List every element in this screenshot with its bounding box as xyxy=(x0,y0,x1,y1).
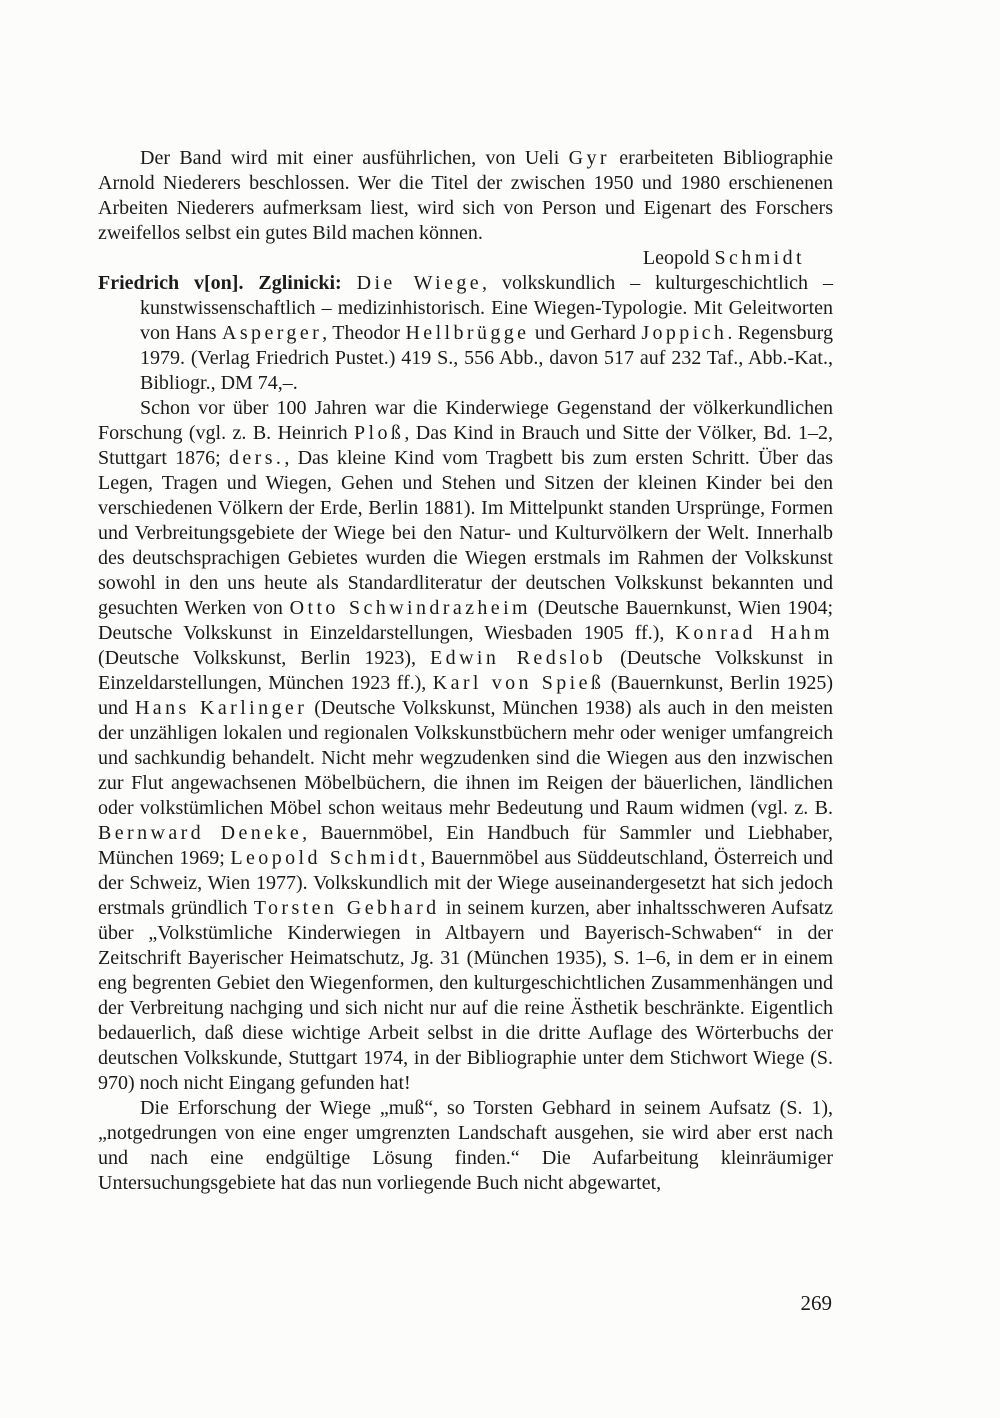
letterspaced-text: ders. xyxy=(228,447,285,469)
body-text: (Bauernkunst, Berlin 1925) und xyxy=(98,672,834,719)
text-column xyxy=(98,146,833,1196)
letterspaced-text: Hans Karlinger xyxy=(134,697,308,719)
letterspaced-text: Asperger xyxy=(222,322,323,344)
body-text: und Gerhard xyxy=(529,322,642,344)
body-text: erarbeiteten Bibliographie Arnold Niederers beschlossen. Wer die Titel der zwischen 1950 und 1980 erschienenen Arbeiten Niederers aufmerksam liest, wird sich von Person und Eigenart des Forschers zweifellos selbst ein gutes Bild machen können. xyxy=(98,147,834,244)
body-text: Der Band wird mit einer ausführlichen, von Ueli xyxy=(140,147,569,169)
body-text: (Deutsche Volkskunst, München 1938) als auch in den meisten der unzähligen lokalen und regionalen Volkskunstbüchern mehr oder weniger umfangreich und sachkundig behandelt. Nicht mehr wegzudenken sind die Wiegen aus den inzwischen zur Flut angewachsenen Möbelbüchern, die ihnen im Reigen der bäuerlichen, ländlichen oder volkstümlichen Möbel schon weitaus mehr Bedeutung und Raum widmen (vgl. z. B. xyxy=(98,697,833,819)
body-text: in seinem kurzen, aber inhaltsschweren Aufsatz über „Volkstümliche Kinderwiegen in Altbayern und Bayerisch-Schwaben“ in der Zeitschrift Bayerischer Heimatschutz, Jg. 31 (München 1935), S. 1–6, in dem er in einem eng begrenten Gebiet den Wiegenformen, den kulturgeschichtlichen Zusammenhängen und der Verbreitung nachging und sich nicht nur auf die reine Ästhetik beschränkte. Eigentlich bedauerlich, daß diese wichtige Arbeit selbst in die dritte Auflage des Wörterbuchs der deutschen Volkskunde, Stuttgart 1974, in der Bibliographie unter dem Stichwort Wiege (S. 970) noch nicht Eingang gefunden hat! xyxy=(98,897,833,1094)
body-text: Leopold xyxy=(642,247,715,269)
letterspaced-text: Hellbrügge xyxy=(405,322,530,344)
body-text: , Das Kind in Brauch und Sitte der Völker, Bd. 1–2, Stuttgart 1876; xyxy=(98,422,833,469)
body-text: , Bauernmöbel aus Süddeutschland, Österreich und der Schweiz, Wien 1977). Volkskundlich mit der Wiege auseinandergesetzt hat sich jedoch erstmals gründlich xyxy=(98,847,833,919)
letterspaced-text: Karl von Spieß xyxy=(432,672,605,694)
letterspaced-text: Schmidt xyxy=(714,247,805,269)
body-text: (Deutsche Bauernkunst, Wien 1904; Deutsche Volkskunst in Einzeldarstellungen, Wiesbaden 1905 ff.), xyxy=(98,597,833,644)
review-paragraph-2 xyxy=(98,1096,833,1196)
reviewer-signature xyxy=(98,246,833,271)
bold-text: Friedrich v[on]. Zglinicki: xyxy=(98,272,357,294)
body-text: , Das kleine Kind vom Tragbett bis zum ersten Schritt. Über das Legen, Tragen und Wiegen, Gehen und Stehen und Sitzen der kleinen Kinder bei den verschiedenen Völkern der Erde, Berlin 1881). Im Mittelpunkt standen Ursprünge, Formen und Verbreitungsgebiete der Wiege bei den Natur- und Kulturvölkern der Welt. Innerhalb des deutschsprachigen Gebietes wurden die Wiegen erstmals im Rahmen der Volkskunst sowohl in den uns heute als Standardliteratur der deutschen Volkskunst bekannten und gesuchten Werken von xyxy=(98,447,833,619)
letterspaced-text: Torsten Gebhard xyxy=(253,897,440,919)
letterspaced-text: Joppich xyxy=(641,322,728,344)
letterspaced-text: Die Wiege xyxy=(356,272,483,294)
letterspaced-text: Bernward Deneke xyxy=(98,822,303,844)
body-text: . Regensburg 1979. (Verlag Friedrich Pustet.) 419 S., 556 Abb., davon 517 auf 232 Taf., Abb.-Kat., Bibliogr., DM 74,–. xyxy=(140,322,833,394)
closing-paragraph xyxy=(98,146,833,246)
letterspaced-text: Edwin Redslob xyxy=(430,647,607,669)
bibliographic-entry xyxy=(98,271,833,396)
body-text: (Deutsche Volkskunst, Berlin 1923), xyxy=(98,647,431,669)
letterspaced-text: Konrad Hahm xyxy=(675,622,833,644)
body-text: , volkskundlich – kulturgeschichtlich – kunstwissenschaftlich – medizinhistorisch. Eine Wiegen-Typologie. Mit Geleitworten von Hans xyxy=(140,272,833,344)
letterspaced-text: Ploß xyxy=(354,422,405,444)
letterspaced-text: Leopold Schmidt xyxy=(230,847,421,869)
review-paragraph-1 xyxy=(98,396,833,1096)
body-text: (Deutsche Volkskunst in Einzeldarstellungen, München 1923 ff.), xyxy=(98,647,833,694)
body-text: Die Erforschung der Wiege „muß“, so Torsten Gebhard in seinem Aufsatz (S. 1), „notgedrungen von eine enger umgrenzten Landschaft ausgehen, sie wird aber erst nach und nach eine endgültige Lösung finden.“ Die Aufarbeitung kleinräumiger Untersuchungsgebiete hat das nun vorliegende Buch nicht abgewartet, xyxy=(98,1097,833,1194)
body-text: , Theodor xyxy=(322,322,406,344)
body-text: Schon vor über 100 Jahren war die Kinderwiege Gegenstand der völkerkundlichen Forschung (vgl. z. B. Heinrich xyxy=(98,397,833,444)
letterspaced-text: Otto Schwindrazheim xyxy=(289,597,531,619)
letterspaced-text: Gyr xyxy=(568,147,610,169)
page-number: 269 xyxy=(800,1291,832,1315)
body-text: , Bauernmöbel, Ein Handbuch für Sammler und Liebhaber, München 1969; xyxy=(98,822,833,869)
